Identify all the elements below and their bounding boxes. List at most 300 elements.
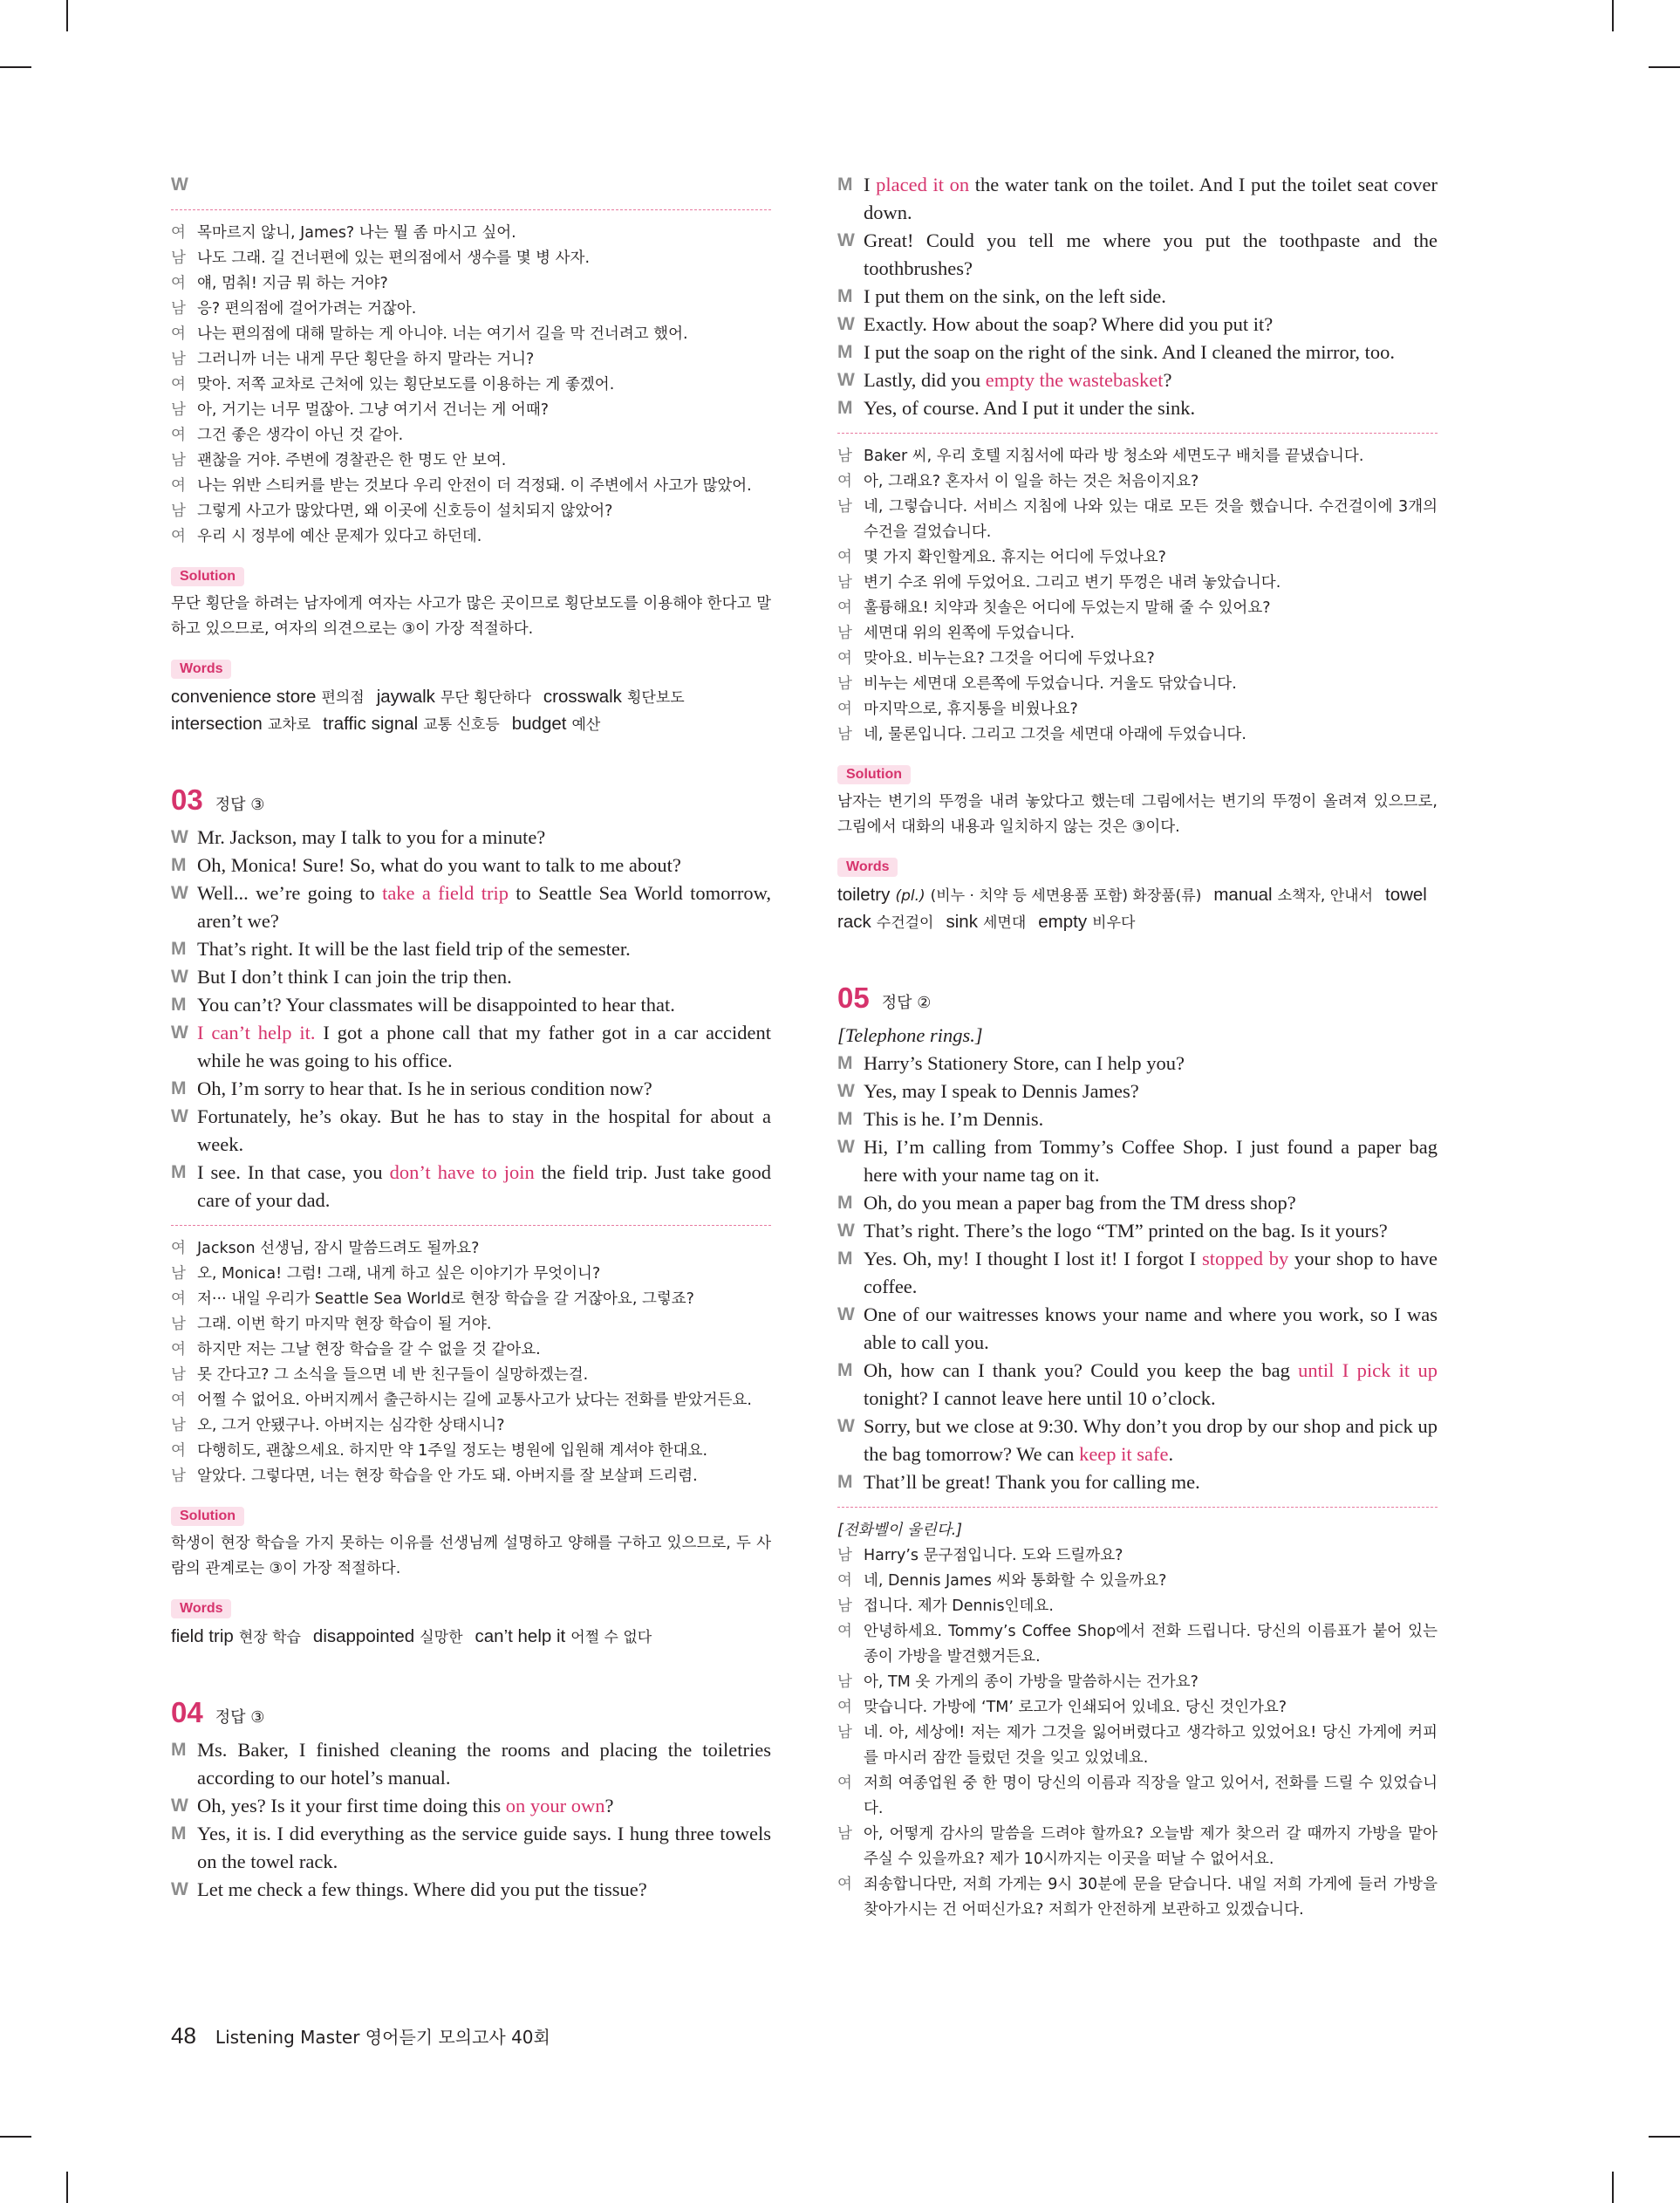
speaker-label: M [171, 939, 187, 959]
dialogue-line [171, 935, 771, 963]
speaker-label: 남 [837, 726, 852, 743]
text-segment: Oh, how can I thank you? Could you keep the bag [864, 1359, 1299, 1381]
speaker-label: 남 [171, 250, 186, 267]
solution-label: Solution [837, 765, 911, 784]
q03-words [171, 1624, 771, 1651]
text-segment: That’s right. There’s the logo “TM” printed on the bag. Is it yours? [864, 1220, 1388, 1242]
q04-script-continued [837, 171, 1438, 422]
dialogue-line [171, 1103, 771, 1159]
translation-line [837, 1543, 1438, 1569]
translation-line [837, 545, 1438, 571]
speaker-label: 여 [171, 1341, 186, 1358]
text-segment: I put the soap on the right of the sink. And I cleaned the mirror, too. [864, 341, 1395, 363]
translation-line [837, 1695, 1438, 1721]
translation-text: 오, 그거 안됐구나. 아버지는 심각한 상태시니? [197, 1417, 505, 1434]
speaker-label: W [837, 370, 855, 390]
text-segment: Lastly, did you [864, 369, 986, 391]
text-segment: You can’t? Your classmates will be disappointed to hear that. [197, 994, 675, 1016]
speaker-label: 여 [171, 477, 186, 495]
highlighted-phrase: placed it on [876, 174, 970, 195]
translation-text: 괜찮을 거야. 주변에 경찰관은 한 명도 안 보여. [197, 452, 507, 469]
speaker-label: M [837, 1249, 853, 1269]
speaker-label: M [837, 174, 853, 195]
dialogue-text [197, 1876, 771, 1904]
text-segment: Oh, Monica! Sure! So, what do you want to talk to me about? [197, 854, 681, 876]
translation-text: 하지만 저는 그날 현장 학습을 갈 수 없을 것 같아요. [197, 1341, 541, 1358]
speaker-label: 남 [171, 1265, 186, 1283]
dialogue-text [864, 1245, 1438, 1301]
text-segment: Mr. Jackson, may I talk to you for a minute? [197, 826, 546, 848]
text-segment: Great! Could you tell me where you put the toothpaste and the toothbrushes? [864, 229, 1438, 279]
translation-text: 맞아요. 비누는요? 그것을 어디에 두었나요? [864, 650, 1155, 667]
translation-line [837, 672, 1438, 697]
q04-solution: 남자는 변기의 뚜껑을 내려 놓았다고 했는데 그림에서는 변기의 뚜껑이 올려져 있으므로, 그림에서 대화의 내용과 일치하지 않는 것은 ③이다. [837, 793, 1438, 836]
text-segment: Harry’s Stationery Store, can I help you? [864, 1052, 1185, 1074]
vocab-meaning: 세면대 [983, 914, 1027, 932]
highlighted-phrase: until I pick it up [1298, 1359, 1438, 1381]
dialogue-line [171, 1159, 771, 1214]
translation-text: 훌륭해요! 치약과 칫솔은 어디에 두었는지 말해 줄 수 있어요? [864, 599, 1271, 617]
dialogue-line [837, 283, 1438, 311]
answer-label: 정답 ③ [215, 796, 265, 814]
dialogue-text [864, 283, 1438, 311]
translation-text: 나는 편의점에 대해 말하는 게 아니야. 너는 여기서 길을 막 건너려고 했어. [197, 325, 688, 343]
speaker-label: 남 [171, 1316, 186, 1333]
speaker-label: 남 [837, 1673, 852, 1691]
translation-text: 응? 편의점에 걸어가려는 거잖아. [197, 300, 417, 318]
dialogue-text [864, 1133, 1438, 1189]
vocab-meaning: 예산 [571, 716, 601, 734]
divider [837, 433, 1438, 434]
translation-line [171, 1338, 771, 1363]
translation-line [171, 448, 771, 474]
dialogue-text [864, 394, 1438, 422]
speaker-label: 남 [171, 300, 186, 318]
words-label: Words [171, 1599, 231, 1618]
crop-mark [1612, 0, 1614, 31]
highlighted-phrase: take a field trip [382, 882, 509, 904]
text-segment: ? [1163, 369, 1172, 391]
dialogue-text [197, 1103, 771, 1159]
speaker-label: 여 [171, 1392, 186, 1409]
vocab-term: convenience store [171, 687, 317, 707]
translation-line [837, 647, 1438, 672]
dialogue-text [197, 1736, 771, 1792]
book-title: Listening Master 영어듣기 모의고사 40회 [215, 2027, 550, 2048]
translation-line [171, 1262, 771, 1287]
dialogue-text [864, 1050, 1438, 1078]
vocab-meaning: 무단 횡단하다 [440, 689, 531, 707]
dialogue-text [864, 1301, 1438, 1357]
vocab-term: jaywalk [376, 687, 435, 707]
dialogue-text [864, 366, 1438, 394]
highlighted-phrase: don’t have to join [389, 1161, 535, 1183]
solution-label: Solution [171, 567, 244, 586]
translation-text: 그러니까 너는 내게 무단 횡단을 하지 말라는 거니? [197, 351, 535, 368]
q03-header [171, 783, 771, 817]
dialogue-line [171, 852, 771, 879]
speaker-label: 여 [837, 599, 852, 617]
translation-line [171, 221, 771, 246]
speaker-label: 남 [837, 498, 852, 516]
speaker-label: 남 [837, 448, 852, 465]
q04-translation [837, 444, 1438, 748]
translation-line [837, 1594, 1438, 1619]
text-segment: Yes. Oh, my! I thought I lost it! I forgot I [864, 1248, 1202, 1269]
vocab-term: sink [946, 912, 978, 932]
translation-text: 네, 그렇습니다. 서비스 지침에 나와 있는 대로 모든 것을 했습니다. 수건걸이에 3개의 수건을 걸었습니다. [864, 498, 1438, 541]
vocab-meaning: 현장 학습 [238, 1629, 301, 1646]
translation-text: 목마르지 않니, James? 나는 뭘 좀 마시고 싶어. [197, 224, 516, 242]
dialogue-text [864, 1468, 1438, 1496]
translation-line [171, 347, 771, 373]
speaker-label: W [171, 1106, 188, 1126]
speaker-label: 여 [837, 1876, 852, 1893]
dialogue-line [837, 227, 1438, 283]
dialogue-text [864, 1217, 1438, 1245]
translation-line [837, 469, 1438, 495]
translation-line [171, 423, 771, 448]
text-segment: I [864, 174, 877, 195]
speaker-label: 여 [837, 1572, 852, 1590]
translation-text: 네. 아, 세상에! 저는 제가 그것을 잃어버렸다고 생각하고 있었어요! 당신 가게에 커피를 마시러 잠깐 들렀던 것을 잊고 있었네요. [864, 1724, 1438, 1767]
translation-text: 몇 가지 확인할게요. 휴지는 어디에 두었나요? [864, 549, 1166, 566]
speaker-label: 여 [171, 1290, 186, 1308]
speaker-label: 여 [837, 473, 852, 490]
text-segment: Well... we’re going to [197, 882, 383, 904]
question-number: 04 [171, 1696, 203, 1728]
right-column [837, 171, 1438, 1923]
speaker-label: 남 [837, 1547, 852, 1564]
speaker-label: W [837, 1304, 855, 1324]
speaker-label: 여 [171, 1240, 186, 1257]
vocab-meaning: 수건걸이 [876, 914, 934, 932]
crop-mark [66, 0, 68, 31]
translation-text: Harry’s 문구점입니다. 도와 드릴까요? [864, 1547, 1123, 1564]
text-segment: Oh, do you mean a paper bag from the TM dress shop? [864, 1192, 1296, 1214]
translation-text: 아, 거기는 너무 멀잖아. 그냥 여기서 건너는 게 어때? [197, 401, 550, 419]
text-segment: Yes, of course. And I put it under the sink. [864, 397, 1196, 419]
translation-line [837, 1771, 1438, 1822]
translation-line [171, 398, 771, 423]
translation-line [837, 1569, 1438, 1594]
answer-label: 정답 ③ [215, 1708, 265, 1727]
speaker-label: 남 [171, 1366, 186, 1384]
dialogue-text [864, 311, 1438, 339]
translation-text: 접니다. 제가 Dennis인데요. [864, 1598, 1054, 1615]
vocab-term: traffic signal [323, 714, 419, 734]
q03-solution: 학생이 현장 학습을 가지 못하는 이유를 선생님께 설명하고 양해를 구하고 있으므로, 두 사람의 관계로는 ③이 가장 적절하다. [171, 1535, 771, 1577]
highlighted-phrase: on your own [505, 1795, 605, 1816]
dialogue-line [837, 366, 1438, 394]
speaker-label: M [837, 1109, 853, 1129]
vocab-term: empty [1038, 912, 1088, 932]
speaker-label: W [171, 1879, 188, 1899]
translation-text: 세면대 위의 왼쪽에 두었습니다. [864, 625, 1076, 642]
crop-mark [1649, 2136, 1680, 2138]
dialogue-line [837, 1050, 1438, 1078]
dialogue-text [197, 171, 771, 199]
speaker-label: 남 [837, 1724, 852, 1741]
dialogue-line [171, 991, 771, 1019]
divider [171, 209, 771, 210]
text-segment: One of our waitresses knows your name and where you work, so I was able to call you. [864, 1303, 1438, 1353]
dialogue-text [197, 824, 771, 852]
speaker-label: W [171, 827, 188, 847]
text-segment: Oh, I’m sorry to hear that. Is he in serious condition now? [197, 1078, 652, 1099]
dialogue-text [197, 1159, 771, 1214]
dialogue-line [171, 171, 771, 199]
speaker-label: M [837, 286, 853, 306]
vocab-term: disappointed [312, 1626, 415, 1646]
translation-line [171, 1287, 771, 1312]
crop-mark [66, 2172, 68, 2203]
speaker-label: W [171, 1796, 188, 1816]
text-segment: Yes, it is. I did everything as the service guide says. I hung three towels on the towel rack. [197, 1823, 771, 1872]
text-segment: I got a phone call that my father got in a car accident while he was going to his office. [197, 1022, 772, 1071]
dialogue-text [197, 1019, 771, 1075]
dialogue-line [837, 1468, 1438, 1496]
q03-script [171, 824, 771, 1214]
speaker-label: M [837, 1193, 853, 1213]
vocab-meaning: 어쩔 수 없다 [570, 1629, 652, 1646]
dialogue-line [171, 1019, 771, 1075]
text-segment: Let me check a few things. Where did you put the tissue? [197, 1878, 647, 1900]
translation-text: 저··· 내일 우리가 Seattle Sea World로 현장 학습을 갈 거잖아요, 그렇죠? [197, 1290, 694, 1308]
text-segment: But I don’t think I can join the trip then. [197, 966, 512, 988]
speaker-label: 남 [837, 675, 852, 693]
q05-translation-lines [837, 1543, 1438, 1923]
translation-line [171, 246, 771, 271]
vocab-term: field trip [171, 1626, 234, 1646]
dialogue-line [171, 1736, 771, 1792]
vocab-term: towel rack [837, 885, 1427, 932]
translation-line [171, 1363, 771, 1388]
translation-text: Baker 씨, 우리 호텔 지침서에 따라 방 청소와 세면도구 배치를 끝냈습니다. [864, 448, 1364, 465]
translation-text: 그건 좋은 생각이 아닌 것 같아. [197, 427, 404, 444]
solution-label: Solution [171, 1507, 244, 1526]
speaker-label: 여 [837, 549, 852, 566]
speaker-label: M [837, 398, 853, 418]
vocab-meaning: 편의점 [321, 689, 365, 707]
left-column [171, 171, 771, 1904]
translation-line [837, 1822, 1438, 1872]
speaker-label: 여 [837, 701, 852, 718]
vocab-term: crosswalk [543, 687, 622, 707]
translation-line [171, 271, 771, 297]
speaker-label: W [837, 1221, 855, 1241]
vocab-term: intersection [171, 714, 263, 734]
translation-text: 나는 위반 스티커를 받는 것보다 우리 안전이 더 걱정돼. 이 주변에서 사고가 많았어. [197, 477, 752, 495]
translation-text: 변기 수조 위에 두었어요. 그리고 변기 뚜껑은 내려 놓았습니다. [864, 574, 1281, 592]
speaker-label: W [837, 314, 855, 334]
speaker-label: 남 [837, 625, 852, 642]
speaker-label: 여 [837, 1623, 852, 1640]
translation-text: 안녕하세요. Tommy’s Coffee Shop에서 전화 드립니다. 당신의 이름표가 붙어 있는 종이 가방을 발견했거든요. [864, 1623, 1438, 1666]
stage-direction: [Telephone rings.] [837, 1024, 983, 1046]
dialogue-line [171, 1792, 771, 1820]
dialogue-line [837, 1189, 1438, 1217]
dialogue-line [837, 171, 1438, 227]
speaker-label: W [837, 1081, 855, 1101]
dialogue-text [197, 852, 771, 879]
speaker-label: 남 [171, 503, 186, 520]
translation-text: 마지막으로, 휴지통을 비웠나요? [864, 701, 1078, 718]
speaker-label: 여 [171, 528, 186, 545]
highlighted-phrase: keep it safe [1079, 1443, 1169, 1465]
translation-text: 맞습니다. 가방에 ‘TM’ 로고가 인쇄되어 있네요. 당신 것인가요? [864, 1699, 1287, 1716]
question-number: 05 [837, 982, 870, 1014]
dialogue-line [171, 1876, 771, 1904]
dialogue-text [864, 1105, 1438, 1133]
speaker-label: W [837, 1137, 855, 1157]
speaker-label: M [171, 1823, 187, 1844]
translation-text: 그래. 이번 학기 마지막 현장 학습이 될 거야. [197, 1316, 492, 1333]
q05-header [837, 982, 1438, 1015]
dialogue-text [197, 991, 771, 1019]
q05-translation [837, 1518, 1438, 1923]
translation-text: 다행히도, 괜찮으세요. 하지만 약 1주일 정도는 병원에 입원해 계셔야 한대요. [197, 1442, 708, 1460]
speaker-label: W [171, 1023, 188, 1043]
dialogue-text [197, 935, 771, 963]
dialogue-line [171, 1075, 771, 1103]
translation-text: 아, 어떻게 감사의 말씀을 드려야 할까요? 오늘밤 제가 찾으러 갈 때까지 가방을 맡아 주실 수 있을까요? 제가 10시까지는 이곳을 떠날 수 없어서요. [864, 1825, 1438, 1868]
text-segment: the field trip. Just take good care of your dad. [197, 1161, 771, 1211]
dialogue-line [171, 1820, 771, 1876]
translation-line [171, 1464, 771, 1489]
text-segment: This is he. I’m Dennis. [864, 1108, 1044, 1130]
speaker-label: 여 [171, 275, 186, 292]
translation-line [837, 571, 1438, 596]
translation-line [171, 297, 771, 322]
text-segment: to Seattle Sea World tomorrow, aren’t we? [197, 882, 771, 932]
translation-line [837, 621, 1438, 647]
dialogue-text [197, 1792, 771, 1820]
translation-line [171, 474, 771, 499]
speaker-label: 남 [171, 1468, 186, 1485]
speaker-label: M [171, 995, 187, 1015]
dialogue-line [837, 1217, 1438, 1245]
vocab-term: manual [1213, 885, 1273, 905]
speaker-label: M [837, 1472, 853, 1492]
text-segment: I put them on the sink, on the left side. [864, 285, 1166, 307]
q04-words [837, 882, 1438, 936]
part-of-speech: (pl.) [895, 887, 925, 905]
dialogue-text [864, 171, 1438, 227]
speaker-label: 여 [171, 427, 186, 444]
text-segment: Hi, I’m calling from Tommy’s Coffee Shop. I just found a paper bag here with your name tag on it. [864, 1136, 1438, 1186]
translation-text: 네, 물론입니다. 그리고 그것을 세면대 아래에 두었습니다. [864, 726, 1246, 743]
translation-text: 그렇게 사고가 많았다면, 왜 이곳에 신호등이 설치되지 않았어? [197, 503, 613, 520]
dialogue-line [837, 311, 1438, 339]
highlighted-phrase: empty the wastebasket [985, 369, 1164, 391]
q02-words [171, 684, 771, 738]
speaker-label: 여 [171, 325, 186, 343]
speaker-label: M [171, 1162, 187, 1182]
translation-line [837, 722, 1438, 748]
q02-script-tail [171, 171, 771, 199]
translation-line [171, 322, 771, 347]
speaker-label: 여 [171, 1442, 186, 1460]
q02-translation [171, 221, 771, 550]
text-segment: Oh, yes? Is it your first time doing this [197, 1795, 506, 1816]
dialogue-line [837, 1301, 1438, 1357]
question-number: 03 [171, 783, 203, 816]
highlighted-phrase: stopped by [1201, 1248, 1289, 1269]
text-segment: . [1168, 1443, 1174, 1465]
translation-line [171, 524, 771, 550]
vocab-meaning: 실망한 [420, 1629, 463, 1646]
speaker-label: M [171, 1740, 187, 1760]
translation-text: 얘, 멈춰! 지금 뭐 하는 거야? [197, 275, 388, 292]
translation-text: 어쩔 수 없어요. 아버지께서 출근하시는 길에 교통사고가 났다는 전화를 받았거든요. [197, 1392, 752, 1409]
q05-script [837, 1022, 1438, 1496]
translation-text: 우리 시 정부에 예산 문제가 있다고 하던데. [197, 528, 482, 545]
text-segment: Ms. Baker, I finished cleaning the rooms and placing the toiletries according to our hotel’s manual. [197, 1739, 771, 1789]
dialogue-line [837, 1078, 1438, 1105]
q05-dialogue [837, 1050, 1438, 1496]
translation-line [171, 1413, 771, 1439]
answer-label: 정답 ② [881, 994, 932, 1012]
text-segment: That’ll be great! Thank you for calling me. [864, 1471, 1200, 1493]
translation-line [837, 596, 1438, 621]
speaker-label: 남 [837, 1598, 852, 1615]
crop-mark [0, 2136, 31, 2138]
translation-text: 비누는 세면대 오른쪽에 두었습니다. 거울도 닦았습니다. [864, 675, 1237, 693]
translation-line [837, 1670, 1438, 1695]
speaker-label: 남 [171, 1417, 186, 1434]
stage-direction: [전화벨이 울린다.] [837, 1522, 963, 1539]
translation-line [171, 1439, 771, 1464]
translation-line [171, 1388, 771, 1413]
speaker-label: W [171, 883, 188, 903]
translation-text: 저희 여종업원 중 한 명이 당신의 이름과 직장을 알고 있어서, 전화를 드릴 수 있었습니다. [864, 1775, 1438, 1817]
speaker-label: M [837, 1053, 853, 1073]
translation-text: 죄송합니다만, 저희 가게는 9시 30분에 문을 닫습니다. 내일 저희 가게에 들러 가방을 찾아가시는 건 어떠신가요? 저희가 안전하게 보관하고 있겠습니다. [864, 1876, 1438, 1919]
page-footer [171, 2022, 550, 2049]
dialogue-text [864, 339, 1438, 366]
text-segment: Yes, may I speak to Dennis James? [864, 1080, 1139, 1102]
text-segment: I see. In that case, you [197, 1161, 390, 1183]
q02-solution: 무단 횡단을 하려는 남자에게 여자는 사고가 많은 곳이므로 횡단보도를 이용해야 한다고 말하고 있으므로, 여자의 의견으로는 ③이 가장 적절하다. [171, 595, 771, 638]
speaker-label: M [171, 855, 187, 875]
speaker-label: M [837, 1360, 853, 1380]
text-segment: ? [604, 1795, 614, 1816]
translation-line [837, 1619, 1438, 1670]
dialogue-line [837, 1245, 1438, 1301]
divider [837, 1507, 1438, 1508]
vocab-meaning: 횡단보도 [626, 689, 685, 707]
translation-line [837, 1721, 1438, 1771]
dialogue-line [837, 394, 1438, 422]
translation-text: 아, TM 옷 가게의 종이 가방을 말씀하시는 건가요? [864, 1673, 1199, 1691]
translation-line [171, 1236, 771, 1262]
translation-line [837, 444, 1438, 469]
text-segment: Sorry, but we close at 9:30. Why don’t you drop by our shop and pick up the bag tomorrow? We can [864, 1415, 1438, 1465]
vocab-meaning: 교차로 [267, 716, 311, 734]
vocab-meaning: 소책자, 안내서 [1277, 887, 1373, 905]
translation-text: 네, Dennis James 씨와 통화할 수 있을까요? [864, 1572, 1167, 1590]
vocab-meaning: 비우다 [1092, 914, 1136, 932]
speaker-label: 여 [171, 376, 186, 393]
words-label: Words [837, 858, 898, 877]
dialogue-line [837, 1413, 1438, 1468]
dialogue-text [197, 1820, 771, 1876]
page-number: 48 [171, 2022, 196, 2049]
speaker-label: W [171, 174, 188, 195]
highlighted-phrase: I can’t help it. [197, 1022, 316, 1043]
translation-line [837, 697, 1438, 722]
